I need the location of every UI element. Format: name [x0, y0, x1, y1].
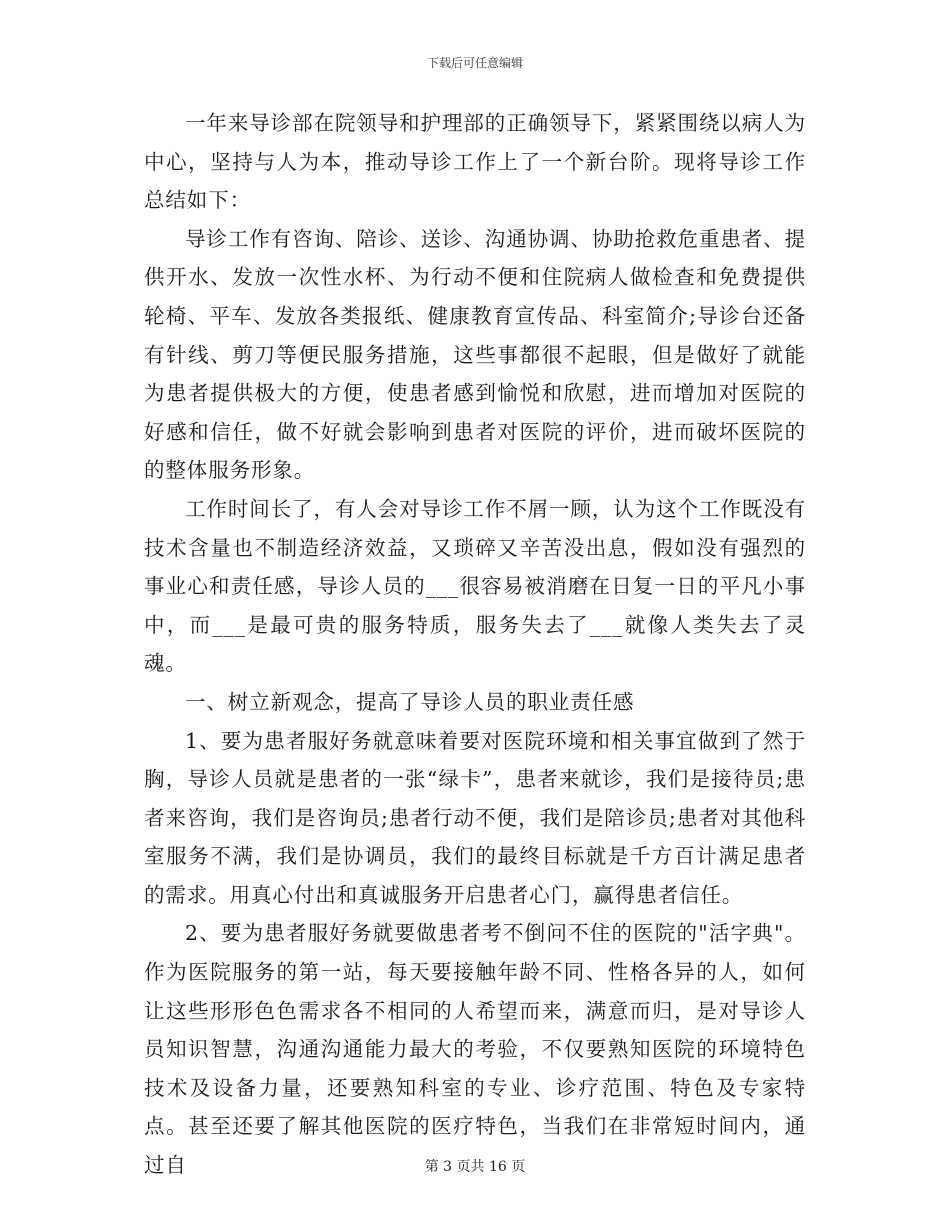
paragraph-duties: 导诊工作有咨询、陪诊、送诊、沟通协调、协助抢救危重患者、提供开水、发放一次性水杯、为行动不便和住院病人做检查和免费提供轮椅、平车、发放各类报纸、健康教育宣传品、科室简介;导诊台还备有针线、剪刀等便民服务措施，这些事都很不起眼，但是做好了就能为患者提供极大的方便，使患者感到愉悦和欣慰，进而增加对医院的好感和信任，做不好就会影响到患者对医院的评价，进而破坏医院的的整体服务形象。 — [144, 226, 806, 483]
paragraph-item-1: 1、要为患者服好务就意味着要对医院环境和相关事宜做到了然于胸，导诊人员就是患者的一张“绿卡”，患者来就诊，我们是接待员;患者来咨询，我们是咨询员;患者行动不便，我们是陪诊员;患者对其他科室服务不满，我们是协调员，我们的最终目标就是千方百计满足患者的需求。用真心付出和真诚服务开启患者心门，赢得患者信任。 — [144, 728, 806, 907]
paragraph-intro: 一年来导诊部在院领导和护理部的正确领导下，紧紧围绕以病人为中心，坚持与人为本，推动导诊工作上了一个新台阶。现将导诊工作总结如下： — [144, 111, 806, 213]
paragraph-attitude: 工作时间长了，有人会对导诊工作不屑一顾，认为这个工作既没有技术含量也不制造经济效益，又琐碎又辛苦没出息，假如没有强烈的事业心和责任感，导诊人员的___很容易被消磨在日复一日的平凡小事中，而___是最可贵的服务特质，服务失去了___就像人类失去了灵魂。 — [144, 496, 806, 676]
header-note: 下载后可任意编辑 — [426, 56, 523, 70]
section-heading-1: 一、树立新观念，提高了导诊人员的职业责任感 — [185, 689, 635, 714]
document-body — [144, 104, 806, 1185]
page-number: 第 3 页共 16 页 — [424, 1159, 526, 1175]
paragraph-item-2: 2、要为患者服好务就要做患者考不倒问不住的医院的"活字典"。作为医院服务的第一站，每天要接触年龄不同、性格各异的人，如何让这些形形色色需求各不相同的人希望而来，满意而归，是对导诊人员知识智慧，沟通沟通能力最大的考验，不仅要熟知医院的环境特色技术及设备力量，还要熟知科室的专业、诊疗范围、特色及专家特点。甚至还要了解其他医院的医疗特色，当我们在非常短时间内，通过自 — [144, 921, 806, 1178]
